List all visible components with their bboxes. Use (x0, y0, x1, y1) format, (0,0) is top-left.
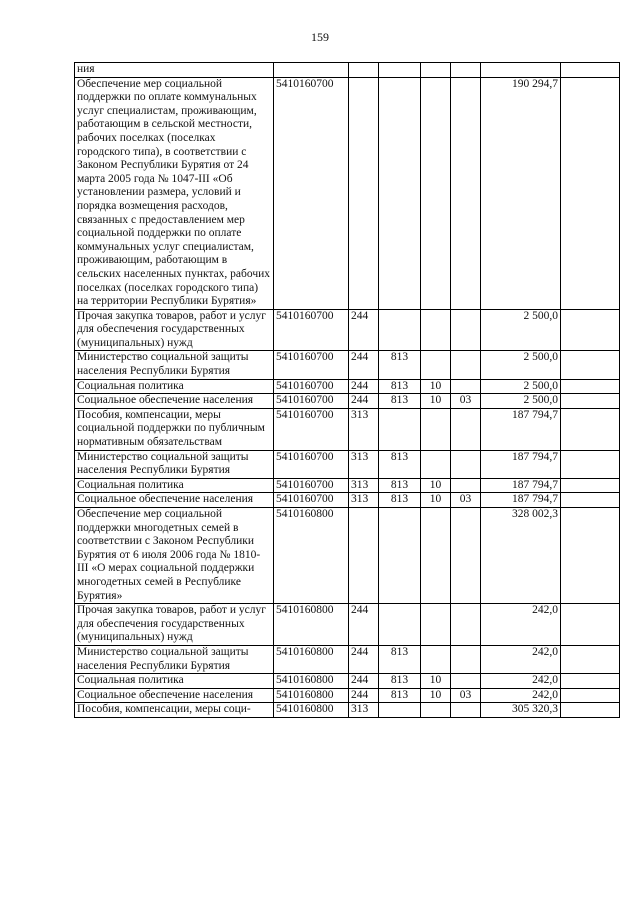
cell-target-article: 5410160700 (274, 309, 349, 351)
cell-subsection (451, 408, 481, 450)
cell-amount: 187 794,7 (481, 450, 561, 478)
cell-subsection (451, 77, 481, 309)
cell-section (421, 703, 451, 718)
cell-name: Социальное обеспечение населения (75, 493, 274, 508)
cell-target-article: 5410160800 (274, 645, 349, 673)
table-row (75, 493, 620, 508)
cell-extra (561, 674, 620, 689)
budget-table (74, 62, 620, 718)
cell-administrator (379, 604, 421, 646)
cell-amount: 2 500,0 (481, 379, 561, 394)
table-row (75, 351, 620, 379)
cell-subsection (451, 63, 481, 78)
cell-section (421, 508, 451, 604)
cell-extra (561, 508, 620, 604)
cell-amount: 187 794,7 (481, 408, 561, 450)
cell-subsection (451, 604, 481, 646)
cell-administrator (379, 508, 421, 604)
cell-amount: 2 500,0 (481, 309, 561, 351)
cell-section: 10 (421, 688, 451, 703)
cell-name: Обеспечение мер социальной поддержки по оплате коммунальных услуг специалистам, проживающим, работающим в сельской местности, рабочих поселках (поселках городского типа), в соответствии с Законом Республики Бурятия от 24 марта 2005 года № 1047-III «Об установлении размера, условий и порядка возмещения расходов, связанных с предоставлением мер социальной поддержки по оплате коммунальных услуг специалистам, проживающим, работающим в сельских населенных пунктах, рабочих поселках (поселках городского типа) на территории Республики Бурятия» (75, 77, 274, 309)
table-row (75, 508, 620, 604)
cell-administrator (379, 63, 421, 78)
cell-amount: 242,0 (481, 674, 561, 689)
cell-expense-type: 244 (349, 645, 379, 673)
table-row (75, 688, 620, 703)
cell-subsection: 03 (451, 688, 481, 703)
page-number: 159 (311, 30, 329, 44)
cell-section: 10 (421, 379, 451, 394)
cell-extra (561, 645, 620, 673)
cell-target-article: 5410160700 (274, 77, 349, 309)
cell-subsection (451, 351, 481, 379)
cell-administrator: 813 (379, 688, 421, 703)
cell-extra (561, 478, 620, 493)
cell-amount: 242,0 (481, 604, 561, 646)
cell-amount: 328 002,3 (481, 508, 561, 604)
cell-expense-type: 313 (349, 450, 379, 478)
cell-target-article: 5410160800 (274, 688, 349, 703)
table-row (75, 478, 620, 493)
cell-expense-type: 244 (349, 394, 379, 409)
cell-extra (561, 408, 620, 450)
cell-amount: 187 794,7 (481, 493, 561, 508)
cell-name: Министерство социальной защиты населения Республики Бурятия (75, 351, 274, 379)
cell-subsection: 03 (451, 493, 481, 508)
cell-extra (561, 703, 620, 718)
cell-amount: 305 320,3 (481, 703, 561, 718)
cell-section: 10 (421, 674, 451, 689)
table-row (75, 674, 620, 689)
cell-expense-type: 244 (349, 309, 379, 351)
cell-name: Социальная политика (75, 674, 274, 689)
cell-extra (561, 379, 620, 394)
table-row (75, 77, 620, 309)
cell-expense-type: 244 (349, 674, 379, 689)
cell-amount: 2 500,0 (481, 351, 561, 379)
cell-subsection (451, 645, 481, 673)
cell-name: Прочая закупка товаров, работ и услуг для обеспечения государственных (муниципальных) нужд (75, 604, 274, 646)
cell-section (421, 309, 451, 351)
cell-target-article: 5410160700 (274, 351, 349, 379)
cell-administrator: 813 (379, 493, 421, 508)
cell-administrator: 813 (379, 478, 421, 493)
cell-target-article: 5410160800 (274, 674, 349, 689)
cell-name: Пособия, компенсации, меры соци- (75, 703, 274, 718)
cell-name: Обеспечение мер социальной поддержки многодетных семей в соответствии с Законом Республики Бурятия от 6 июля 2006 года № 1810-III «О мерах социальной поддержки многодетных семей в Республике Бурятия» (75, 508, 274, 604)
cell-expense-type: 313 (349, 493, 379, 508)
table-row (75, 394, 620, 409)
cell-section (421, 77, 451, 309)
cell-subsection (451, 450, 481, 478)
cell-administrator (379, 309, 421, 351)
cell-administrator (379, 408, 421, 450)
cell-administrator: 813 (379, 379, 421, 394)
cell-subsection (451, 309, 481, 351)
cell-amount: 242,0 (481, 645, 561, 673)
cell-subsection (451, 508, 481, 604)
cell-extra (561, 493, 620, 508)
table-body (75, 63, 620, 718)
cell-extra (561, 450, 620, 478)
cell-administrator: 813 (379, 394, 421, 409)
cell-expense-type (349, 63, 379, 78)
cell-section (421, 645, 451, 673)
cell-name: Социальная политика (75, 478, 274, 493)
cell-amount: 242,0 (481, 688, 561, 703)
cell-name: Прочая закупка товаров, работ и услуг для обеспечения государственных (муниципальных) нужд (75, 309, 274, 351)
cell-target-article (274, 63, 349, 78)
table-row (75, 379, 620, 394)
cell-administrator (379, 77, 421, 309)
cell-section (421, 604, 451, 646)
cell-section: 10 (421, 478, 451, 493)
table-row (75, 450, 620, 478)
cell-name: ния (75, 63, 274, 78)
cell-amount: 2 500,0 (481, 394, 561, 409)
cell-subsection: 03 (451, 394, 481, 409)
cell-target-article: 5410160800 (274, 508, 349, 604)
cell-subsection (451, 379, 481, 394)
cell-target-article: 5410160800 (274, 604, 349, 646)
cell-target-article: 5410160700 (274, 394, 349, 409)
cell-administrator (379, 703, 421, 718)
cell-administrator: 813 (379, 450, 421, 478)
cell-extra (561, 77, 620, 309)
cell-expense-type (349, 77, 379, 309)
cell-name: Социальное обеспечение населения (75, 688, 274, 703)
table-row (75, 604, 620, 646)
cell-section: 10 (421, 493, 451, 508)
cell-name: Министерство социальной защиты населения Республики Бурятия (75, 645, 274, 673)
cell-name: Социальная политика (75, 379, 274, 394)
cell-target-article: 5410160800 (274, 703, 349, 718)
table-row (75, 63, 620, 78)
cell-section (421, 351, 451, 379)
cell-extra (561, 309, 620, 351)
cell-expense-type: 244 (349, 351, 379, 379)
cell-section: 10 (421, 394, 451, 409)
cell-extra (561, 63, 620, 78)
cell-name: Министерство социальной защиты населения Республики Бурятия (75, 450, 274, 478)
cell-expense-type: 313 (349, 478, 379, 493)
cell-extra (561, 394, 620, 409)
cell-extra (561, 604, 620, 646)
cell-expense-type: 244 (349, 604, 379, 646)
cell-target-article: 5410160700 (274, 450, 349, 478)
cell-expense-type: 244 (349, 688, 379, 703)
cell-expense-type: 313 (349, 408, 379, 450)
cell-subsection (451, 478, 481, 493)
cell-amount: 190 294,7 (481, 77, 561, 309)
table-row (75, 703, 620, 718)
cell-target-article: 5410160700 (274, 408, 349, 450)
cell-subsection (451, 674, 481, 689)
cell-target-article: 5410160700 (274, 493, 349, 508)
cell-administrator: 813 (379, 351, 421, 379)
cell-section (421, 63, 451, 78)
table-row (75, 645, 620, 673)
table-row (75, 408, 620, 450)
cell-extra (561, 688, 620, 703)
table-row (75, 309, 620, 351)
cell-section (421, 408, 451, 450)
cell-amount: 187 794,7 (481, 478, 561, 493)
cell-name: Пособия, компенсации, меры социальной поддержки по публичным нормативным обязательствам (75, 408, 274, 450)
cell-expense-type: 244 (349, 379, 379, 394)
cell-target-article: 5410160700 (274, 478, 349, 493)
cell-name: Социальное обеспечение населения (75, 394, 274, 409)
cell-expense-type: 313 (349, 703, 379, 718)
cell-administrator: 813 (379, 674, 421, 689)
cell-target-article: 5410160700 (274, 379, 349, 394)
cell-extra (561, 351, 620, 379)
cell-administrator: 813 (379, 645, 421, 673)
cell-expense-type (349, 508, 379, 604)
cell-amount (481, 63, 561, 78)
cell-section (421, 450, 451, 478)
cell-subsection (451, 703, 481, 718)
